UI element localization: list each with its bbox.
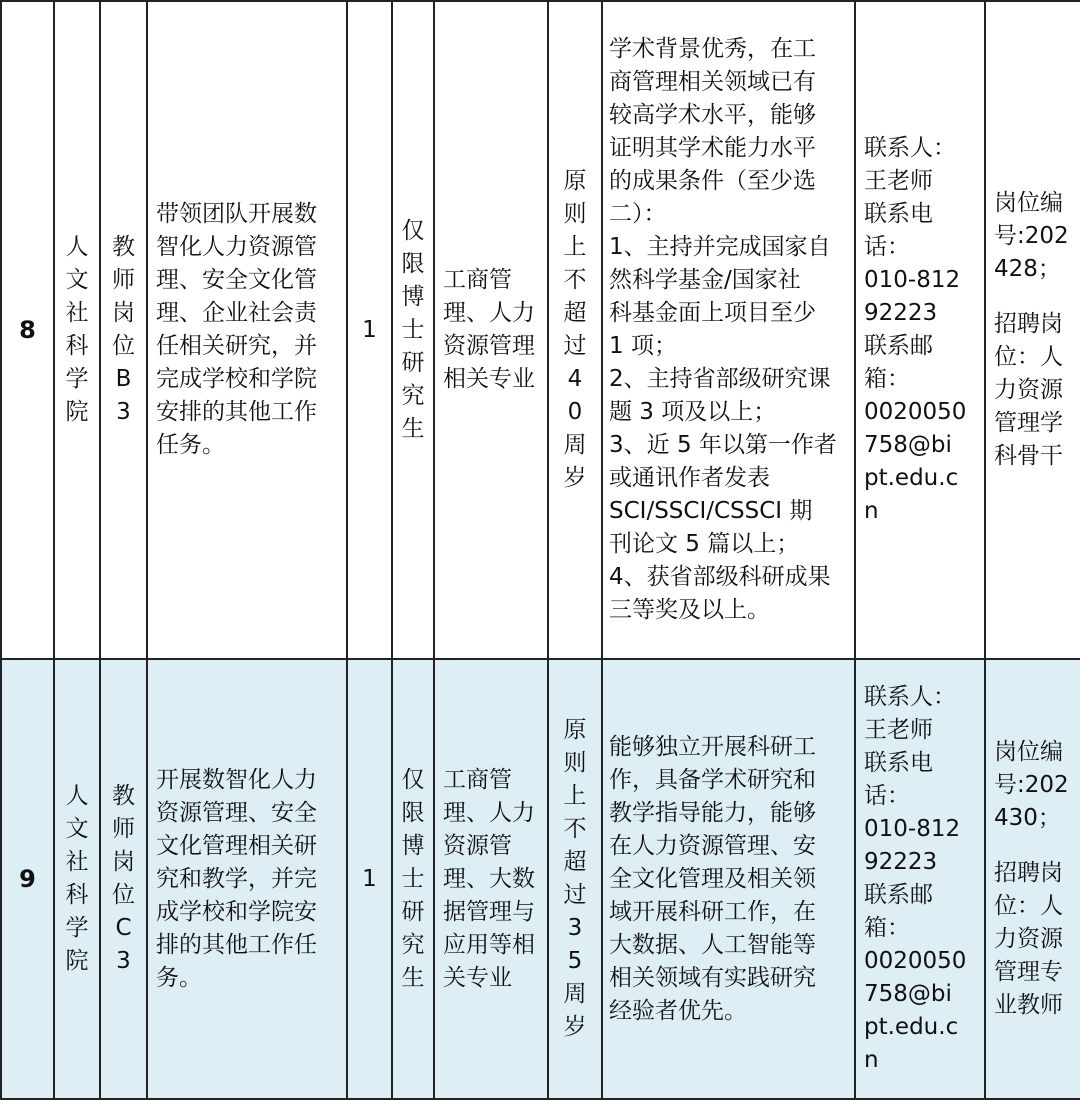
contact-line: 联系邮 <box>864 882 933 908</box>
condition-line: 经验者优先。 <box>609 997 747 1024</box>
condition-line: 三等奖及以上。 <box>609 597 770 623</box>
count-cell: 1 <box>347 1 392 659</box>
remark-line: 428； <box>994 256 1061 282</box>
row-number: 9 <box>1 659 54 1099</box>
conditions-cell <box>602 659 855 1099</box>
remark-line: 号:202 <box>994 772 1069 798</box>
age-text: 原则上不超过40周岁 <box>563 168 587 491</box>
condition-line: 刊论文 5 篇以上； <box>609 531 800 557</box>
condition-line: 较高学术水平，能够 <box>609 102 816 128</box>
contact-line: 联系人： <box>864 135 956 161</box>
count-cell: 1 <box>347 659 392 1099</box>
table-row <box>1 659 1080 1099</box>
condition-line: 作，具备学术研究和 <box>609 766 816 793</box>
degree-text: 仅限博士研究生 <box>401 766 425 991</box>
table-row <box>1 1 1080 659</box>
remark-line: 位：人 <box>994 344 1063 370</box>
contact-line: 92223 <box>864 300 938 326</box>
condition-line: 教学指导能力，能够 <box>609 799 816 826</box>
contact-line: 758@bi <box>864 432 952 458</box>
condition-line: 1、主持并完成国家自 <box>609 234 831 260</box>
condition-line: 在人力资源管理、安 <box>609 832 816 859</box>
contact-line: 0020050 <box>864 948 967 974</box>
contact-line: 箱： <box>864 915 910 941</box>
remark-line: 430； <box>994 805 1061 831</box>
condition-line: 商管理相关领域已有 <box>609 69 816 95</box>
condition-line: 学术背景优秀，在工 <box>609 36 816 62</box>
duties-cell: 带领团队开展数智化人力资源管理、安全文化管理、企业社会责任相关研究，并完成学校和学院安排的其他工作任务。 <box>147 1 347 659</box>
condition-line: 科基金面上项目至少 <box>609 300 816 326</box>
contact-line: n <box>864 498 879 524</box>
condition-line: 的成果条件（至少选 <box>609 168 816 194</box>
condition-line: 全文化管理及相关领 <box>609 865 816 892</box>
remark-spacer <box>994 286 1080 308</box>
contact-line: 联系电 <box>864 750 933 776</box>
remark-line: 科骨干 <box>994 443 1063 469</box>
condition-line: 3、近 5 年以第一作者 <box>609 432 837 458</box>
remark-line: 业教师 <box>994 992 1063 1018</box>
contact-line: pt.edu.c <box>864 1014 959 1040</box>
condition-line: 证明其学术能力水平 <box>609 135 816 161</box>
condition-line: 题 3 项及以上； <box>609 399 777 425</box>
contact-line: 箱： <box>864 366 910 392</box>
age-text: 原则上不超过35周岁 <box>563 717 587 1040</box>
degree-cell <box>392 1 434 659</box>
contact-line: 0020050 <box>864 399 967 425</box>
contact-cell <box>855 659 985 1099</box>
remark-line: 招聘岗 <box>994 860 1063 886</box>
condition-line: 能够独立开展科研工 <box>609 733 816 760</box>
contact-line: 010-812 <box>864 816 961 842</box>
remark-line: 岗位编 <box>994 739 1063 765</box>
remark-cell <box>985 1 1080 659</box>
age-cell <box>548 1 602 659</box>
contact-line: 联系人： <box>864 684 956 710</box>
remark-line: 岗位编 <box>994 190 1063 216</box>
contact-line: 92223 <box>864 849 938 875</box>
college-cell <box>54 659 100 1099</box>
condition-line: 4、获省部级科研成果 <box>609 564 831 590</box>
degree-text: 仅限博士研究生 <box>401 217 425 442</box>
conditions-cell <box>602 1 855 659</box>
college-cell <box>54 1 100 659</box>
remark-line: 管理学 <box>994 410 1063 436</box>
contact-line: 联系邮 <box>864 333 933 359</box>
contact-line: n <box>864 1047 879 1073</box>
contact-line: 王老师 <box>864 717 933 743</box>
remark-line: 号:202 <box>994 223 1069 249</box>
college-text: 人文社科学院 <box>65 783 89 974</box>
remark-line: 管理专 <box>994 959 1063 985</box>
contact-line: 联系电 <box>864 201 933 227</box>
contact-line: 王老师 <box>864 168 933 194</box>
condition-line: 相关领域有实践研究 <box>609 964 816 991</box>
remark-line: 力资源 <box>994 377 1063 403</box>
major-cell: 工商管理、人力资源管理相关专业 <box>434 1 548 659</box>
position-cell <box>100 659 147 1099</box>
condition-line: 2、主持省部级研究课 <box>609 366 831 392</box>
position-text: 教师岗位C3 <box>111 783 135 974</box>
condition-line: 域开展科研工作，在 <box>609 898 816 925</box>
remark-cell <box>985 659 1080 1099</box>
position-text: 教师岗位B3 <box>111 234 135 425</box>
condition-line: 二）： <box>609 201 667 227</box>
college-text: 人文社科学院 <box>65 234 89 425</box>
condition-line: 或通讯作者发表 <box>609 465 770 491</box>
major-cell: 工商管理、人力资源管理、大数据管理与应用等相关专业 <box>434 659 548 1099</box>
condition-line: SCI/SSCI/CSSCI 期 <box>609 498 813 524</box>
contact-line: pt.edu.c <box>864 465 959 491</box>
degree-cell <box>392 659 434 1099</box>
remark-line: 招聘岗 <box>994 311 1063 337</box>
remark-line: 力资源 <box>994 926 1063 952</box>
contact-line: 758@bi <box>864 981 952 1007</box>
condition-line: 然科学基金/国家社 <box>609 267 801 293</box>
remark-line: 位：人 <box>994 893 1063 919</box>
duties-cell: 开展数智化人力资源管理、安全文化管理相关研究和教学，并完成学校和学院安排的其他工作任务。 <box>147 659 347 1099</box>
row-number: 8 <box>1 1 54 659</box>
contact-line: 010-812 <box>864 267 961 293</box>
age-cell <box>548 659 602 1099</box>
position-cell <box>100 1 147 659</box>
remark-spacer <box>994 835 1080 857</box>
contact-line: 话： <box>864 783 910 809</box>
condition-line: 1 项； <box>609 333 677 359</box>
contact-line: 话： <box>864 234 910 260</box>
condition-line: 大数据、人工智能等 <box>609 931 816 958</box>
contact-cell <box>855 1 985 659</box>
